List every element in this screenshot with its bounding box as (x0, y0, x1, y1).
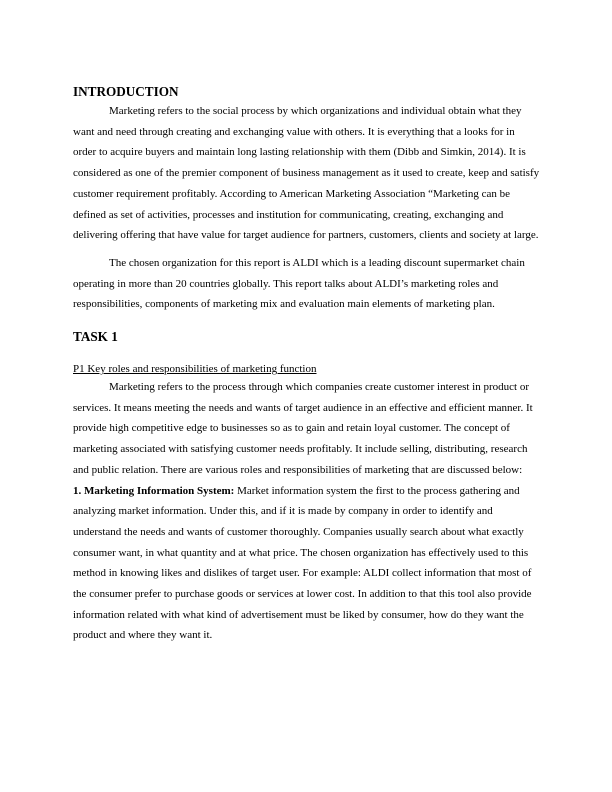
introduction-heading: INTRODUCTION (73, 84, 179, 99)
introduction-paragraph-1: Marketing refers to the social process by which organizations and individual obtain what they want and need through creating and exchanging value with others. It is everything that a looks for in order to acquire buyers and maintain long lasting relationship with them (Dibb and Simkin, 2014). It is considered as one of the premier component of business management as it used to create, keep and satisfy customer requirement profitably. According to American Marketing Association “Marketing can be defined as set of activities, processes and institution for communicating, creating, exchanging and delivering offering that have value for target audience for partners, customers, clients and society at large. (73, 105, 540, 242)
marketing-information-system-text: Market information system the first to the process gathering and analyzing market information. Under this, and if it is made by company in order to identify and understand the needs and wants of customer thoroughly. Companies usually search about what exactly consumer want, in what quantity and at what price. The chosen organization has effectively used to this method in knowing likes and dislikes of target user. For example: ALDI collect information that most of the consumer prefer to purchase goods or services at lower cost. In addition to that this tool also provide information related with what kind of advertisement must be liked by consumer, how do they want the product and where they want it. (73, 484, 532, 642)
introduction-paragraph-2: The chosen organization for this report is ALDI which is a leading discount supermarket chain operating in more than 20 countries globally. This report talks about ALDI’s marketing roles and responsibilities, components of marketing mix and evaluation main elements of marketing plan. (73, 256, 525, 311)
task-1-paragraph: Marketing refers to the process through which companies create customer interest in product or services. It means meeting the needs and wants of target audience in an effective and efficient manner. It provide high competitive edge to businesses so as to gain and retain loyal customer. The concept of marketing associated with satisfying customer needs profitably. It include selling, distributing, research and public relation. There are various roles and responsibilities of marketing that are discussed below: (73, 381, 533, 476)
marketing-information-system-paragraph (73, 481, 540, 647)
task-1-heading: TASK 1 (73, 329, 118, 345)
page-content (73, 83, 540, 646)
marketing-information-system-lead: 1. Marketing Information System: (73, 484, 235, 497)
p1-subheading: P1 Key roles and responsibilities of marketing function (73, 363, 317, 376)
